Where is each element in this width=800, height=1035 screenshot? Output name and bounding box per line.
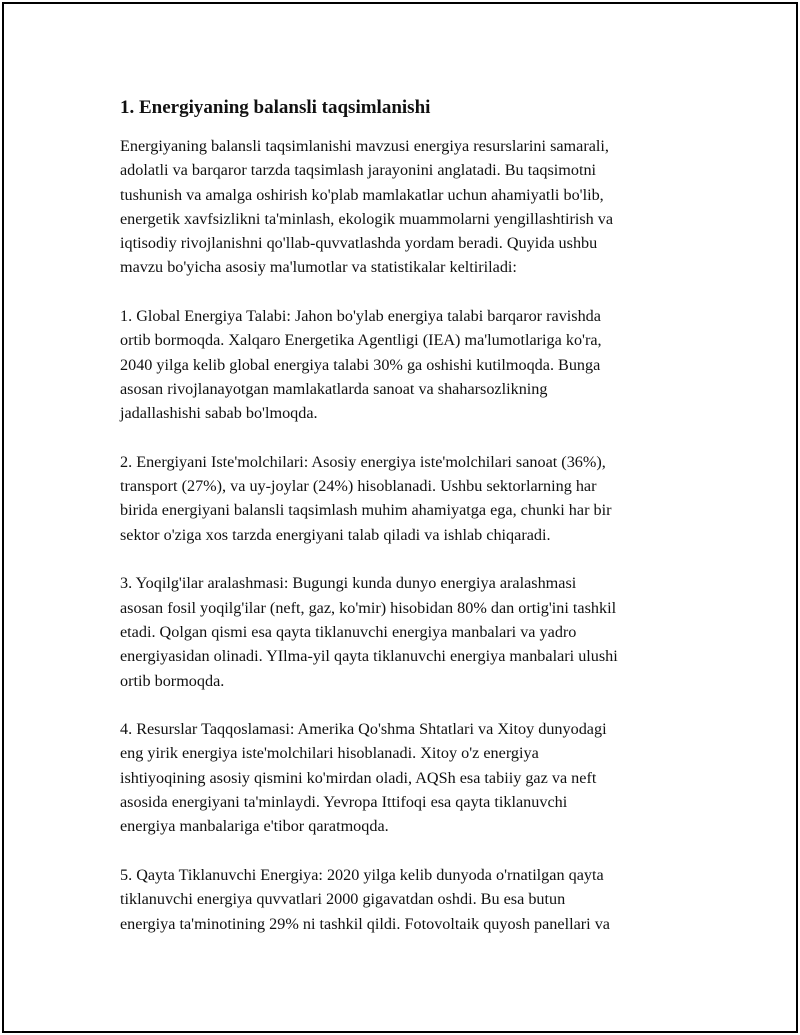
paragraph-line: birida energiyani balansli taqsimlash muhim ahamiyatga ega, chunki har bir [120, 501, 612, 520]
paragraph-line: energiya manbalariga e'tibor qaratmoqda. [120, 817, 389, 836]
paragraph-line: energiyasidan olinadi. YIlma-yil qayta tiklanuvchi energiya manbalari ulushi [120, 647, 618, 666]
paragraph-line: eng yirik energiya iste'molchilari hisoblanadi. Xitoy o'z energiya [120, 744, 539, 763]
paragraph-line: ishtiyoqining asosiy qismini ko'mirdan oladi, AQSh esa tabiiy gaz va neft [120, 768, 597, 787]
paragraph-line: Energiyaning balansli taqsimlanishi mavzusi energiya resurslarini samarali, [120, 137, 609, 155]
paragraph-line: 5. Qayta Tiklanuvchi Energiya: 2020 yilga kelib dunyoda o'rnatilgan qayta [120, 865, 604, 884]
paragraph-line: jadallashishi sabab bo'lmoqda. [120, 404, 318, 423]
paragraph-line: asosan fosil yoqilg'ilar (neft, gaz, ko'mir) hisobidan 80% dan ortig'ini tashkil [120, 598, 617, 617]
paragraph-line: ortib bormoqda. Xalqaro Energetika Agentligi (IEA) ma'lumotlariga ko'ra, [120, 331, 602, 350]
paragraph [120, 304, 695, 425]
paragraph-line: sektor o'ziga xos tarzda energiyani talab qiladi va ishlab chiqaradi. [120, 525, 551, 544]
document-content [120, 96, 695, 960]
paragraph-line: tiklanuvchi energiya quvvatlari 2000 gigavatdan oshdi. Bu esa butun [120, 890, 566, 909]
paragraph-line: asosan rivojlanayotgan mamlakatlarda sanoat va shaharsozlikning [120, 379, 548, 398]
paragraph-line: iqtisodiy rivojlanishni qo'llab-quvvatlashda yordam beradi. Quyida ushbu [120, 234, 598, 253]
document-page [2, 2, 798, 1033]
paragraph-line: adolatli va barqaror tarzda taqsimlash jarayonini anglatadi. Bu taqsimotni [120, 161, 597, 180]
paragraph [120, 571, 695, 692]
paragraph-line: etadi. Qolgan qismi esa qayta tiklanuvchi energiya manbalari va yadro [120, 622, 577, 641]
paragraph-line: asosida energiyani ta'minlaydi. Yevropa Ittifoqi esa qayta tiklanuvchi [120, 793, 568, 812]
paragraph-line: mavzu bo'yicha asosiy ma'lumotlar va statistikalar keltiriladi: [120, 258, 517, 277]
section-heading: 1. Energiyaning balansli taqsimlanishi [120, 97, 431, 118]
paragraph-line: tushunish va amalga oshirish ko'plab mamlakatlar uchun ahamiyatli bo'lib, [120, 185, 604, 204]
paragraph-line: transport (27%), va uy-joylar (24%) hisoblanadi. Ushbu sektorlarning har [120, 477, 597, 496]
paragraph-line: ortib bormoqda. [120, 671, 225, 690]
paragraph-line: 2. Energiyani Iste'molchilari: Asosiy energiya iste'molchilari sanoat (36%), [120, 452, 606, 471]
paragraph-line: 4. Resurslar Taqqoslamasi: Amerika Qo'shma Shtatlari va Xitoy dunyodagi [120, 720, 607, 739]
paragraph-line: 1. Global Energiya Talabi: Jahon bo'ylab energiya talabi barqaror ravishda [120, 307, 601, 326]
paragraph-line: 2040 yilga kelib global energiya talabi 30% ga oshishi kutilmoqda. Bunga [120, 355, 601, 374]
paragraph-line: 3. Yoqilg'ilar aralashmasi: Bugungi kunda dunyo energiya aralashmasi [120, 574, 577, 593]
paragraph [120, 717, 695, 838]
paragraph [120, 450, 695, 547]
paragraph-line: energiya ta'minotining 29% ni tashkil qildi. Fotovoltaik quyosh panellari va [120, 914, 610, 933]
paragraph-line: energetik xavfsizlikni ta'minlash, ekologik muammolarni yengillashtirish va [120, 209, 614, 228]
paragraph-list [120, 134, 695, 936]
paragraph [120, 863, 695, 936]
paragraph [120, 134, 695, 280]
